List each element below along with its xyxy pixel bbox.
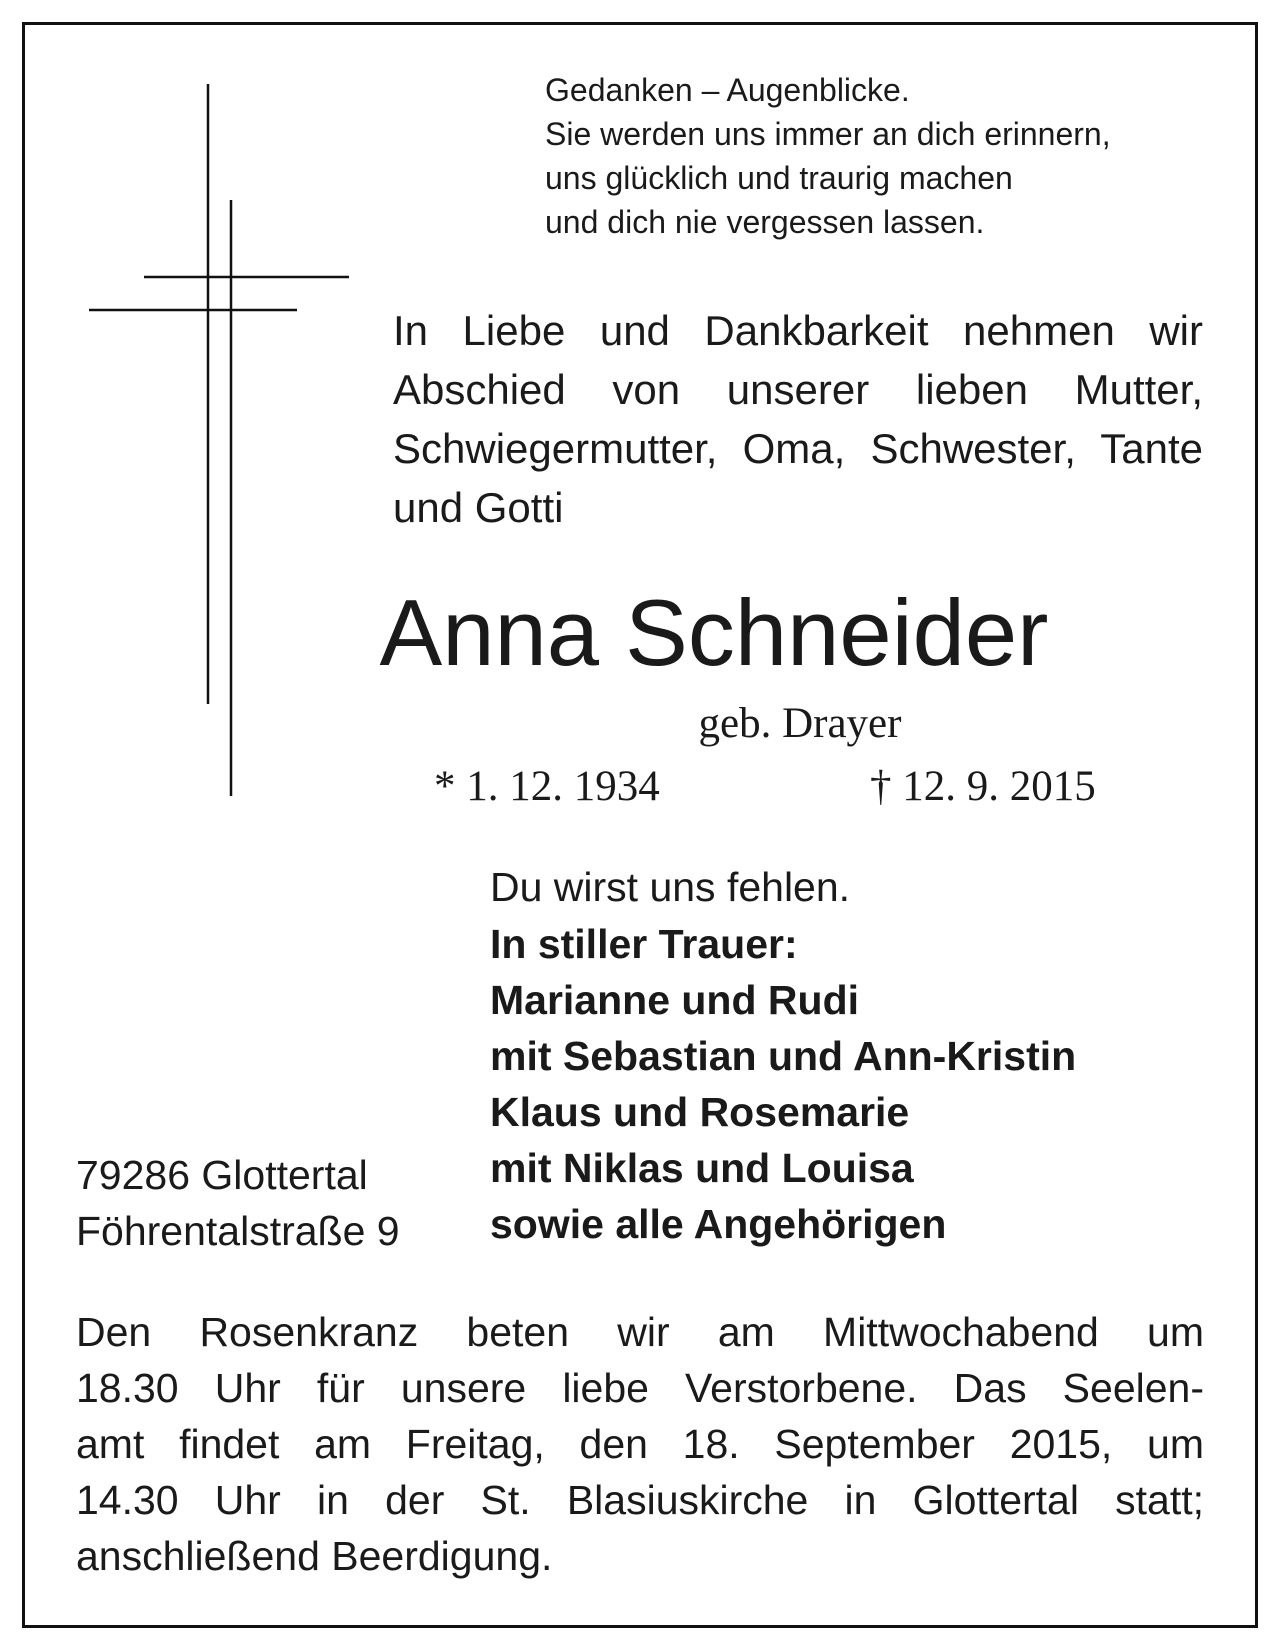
intro-line: Schwiegermutter, Oma, Schwester, Tante (393, 425, 1203, 472)
mourner-entry: mit Sebastian und Ann-Kristin (490, 1033, 1077, 1079)
address-street: Föhrentalstraße 9 (76, 1208, 400, 1254)
family-address (76, 1147, 400, 1259)
intro-line: In Liebe und Dankbarkeit nehmen wir (393, 307, 1203, 354)
farewell-line: Du wirst uns fehlen. (490, 864, 851, 910)
deceased-name: Anna Schneider (379, 580, 1049, 685)
notice-line: anschließend Beerdigung. (76, 1533, 553, 1579)
birth-date: * 1. 12. 1934 (434, 763, 660, 810)
mourner-entry: Klaus und Rosemarie (490, 1089, 910, 1135)
quote-line: uns glücklich und traurig machen (545, 160, 1013, 196)
service-notice (76, 1304, 1204, 1584)
notice-line: 18.30 Uhr für unsere liebe Verstorbene. Das Seelen- (76, 1365, 1204, 1411)
address-city: 79286 Glottertal (76, 1152, 368, 1198)
intro-line: und Gotti (393, 484, 564, 531)
notice-line: 14.30 Uhr in der St. Blasiuskirche in Glottertal statt; (76, 1477, 1204, 1523)
quote-line: und dich nie vergessen lassen. (545, 204, 985, 240)
quote-line: Sie werden uns immer an dich erinnern, (545, 116, 1111, 152)
farewell-intro (393, 301, 1203, 537)
mourners-heading: In stiller Trauer: (490, 921, 798, 967)
mourner-entry: sowie alle Angehörigen (490, 1201, 947, 1247)
intro-line: Abschied von unserer lieben Mutter, (393, 366, 1203, 413)
death-date: † 12. 9. 2015 (870, 763, 1096, 810)
quote-line: Gedanken – Augenblicke. (545, 72, 910, 108)
notice-line: Den Rosenkranz beten wir am Mittwochabend um (76, 1309, 1204, 1355)
mourner-entry: mit Niklas und Louisa (490, 1145, 914, 1191)
mourners-list (490, 916, 1076, 1252)
memorial-quote (545, 68, 1111, 244)
mourner-entry: Marianne und Rudi (490, 977, 859, 1023)
notice-line: amt findet am Freitag, den 18. September 2015, um (76, 1421, 1204, 1467)
deceased-birth-name: geb. Drayer (698, 700, 902, 747)
